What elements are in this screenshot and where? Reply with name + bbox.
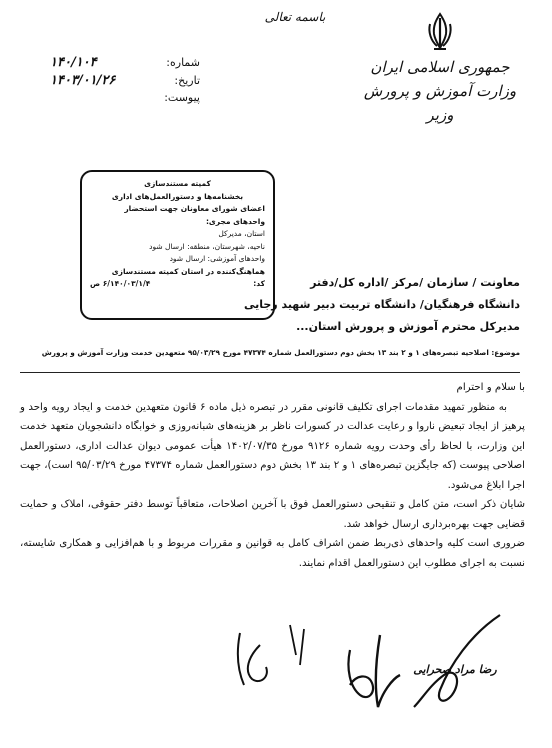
handwritten-signature [200, 595, 520, 725]
ministry-header [360, 55, 520, 127]
meta-date [50, 73, 200, 91]
letter-meta [50, 55, 200, 109]
stamp-code-label: کد: [253, 279, 265, 288]
meta-number-label: شماره: [166, 56, 200, 69]
stamp-line-1: اعضای شورای معاونان جهت استحضار [124, 204, 265, 213]
stamp-code-value: ۶/۱۴۰/۰۳/۱/۴ ص [90, 279, 151, 288]
greeting: با سلام و احترام [456, 382, 525, 393]
stamp-coordinator: هماهنگ‌کننده در استان کمیته مستندسازی [111, 266, 265, 276]
iran-emblem-icon [425, 10, 455, 52]
stamp-line-4: ناحیه، شهرستان، منطقه: ارسال شود [149, 241, 265, 251]
stamp-line-5: واحدهای آموزشی: ارسال شود [169, 254, 265, 263]
stamp-subtitle: بخشنامه‌ها و دستورالعمل‌های اداری [111, 191, 244, 201]
meta-date-label: تاریخ: [174, 74, 200, 87]
recipients [150, 272, 520, 338]
subject-label: موضوع: [491, 348, 520, 357]
meta-date-value: ۱۴۰۳/۰۱/۲۶ [50, 73, 116, 88]
meta-number [50, 55, 200, 73]
signatory-name: رضا مراد صحرایی [413, 663, 497, 676]
recipient-line-1: معاونت / سازمان /مرکز /اداره کل/دفتر [310, 276, 520, 289]
basmala: باسمه تعالی [264, 10, 326, 24]
body-paragraph-1: به منظور تمهید مقدمات اجرای تکلیف قانونی مقرر در تبصره ذیل ماده ۶ قانون متعهدین خدمت و ایجاد رویه واحد و پرهیز از ایجاد تبعیض ناروا و رعایت عدالت در کسورات ناظر بر هزینه‌های شبانه‌روزی و خوابگاه دانشجویان متعهد خدمت این وزارت، با لحاظ رأی وحدت رویه شماره ۹۱۲۶ مورخ ۱۴۰۲/۰۷/۳۵ هیأت عمومی دیوان عدالت اداری، دستورالعمل اصلاحی پیوست (که جایگزین تبصره‌های ۱ و ۲ بند ۱۳ بخش دوم دستورالعمل شماره ۴۷۳۷۴ مورخ ۹۵/۰۳/۲۹ است)، جهت اجرا ابلاغ می‌شود. [20, 401, 525, 491]
recipient-line-3: مدیرکل محترم آموزش و پرورش استان... [296, 320, 520, 333]
subject-text: اصلاحیه تبصره‌های ۱ و ۲ بند ۱۳ بخش دوم دستورالعمل شماره ۴۷۳۷۴ مورخ ۹۵/۰۳/۲۹ متعهدین خدمت وزارت آموزش و پرورش [41, 348, 489, 357]
meta-attachment [50, 91, 200, 109]
stamp-title: کمیته مستندسازی [144, 179, 211, 188]
ministry-line-2: وزارت آموزش و پرورش [363, 82, 517, 100]
stamp-line-2: واحدهای مجری: [205, 216, 265, 226]
meta-number-value: ۱۴۰/۱۰۴ [50, 55, 97, 70]
stamp-line-3: استان، مدیرکل [218, 229, 265, 238]
body-paragraph-3: ضروری است کلیه واحدهای ذی‌ربط ضمن اشراف کامل به قوانین و مقررات مربوط و با هم‌افزایی و همکاری شایسته، نسبت به اجرای مطلوب این دستورالعمل اقدام نمایند. [20, 538, 525, 569]
letter-body [20, 378, 525, 573]
recipient-line-2: دانشگاه فرهنگیان/ دانشگاه تربیت دبیر شهید رجایی [243, 298, 520, 311]
ministry-line-3: وزیر [426, 106, 454, 124]
subject-divider [20, 372, 520, 373]
meta-attachment-label: پیوست: [164, 91, 200, 104]
body-paragraph-2: شایان ذکر است، متن کامل و تنقیحی دستورالعمل فوق با آخرین اصلاحات، متعاقباً توسط دفتر حقوقی، املاک و حمایت قضایی جهت بهره‌برداری ارسال خواهد شد. [20, 499, 525, 530]
ministry-line-1: جمهوری اسلامی ایران [370, 58, 510, 76]
subject-line [20, 346, 520, 360]
